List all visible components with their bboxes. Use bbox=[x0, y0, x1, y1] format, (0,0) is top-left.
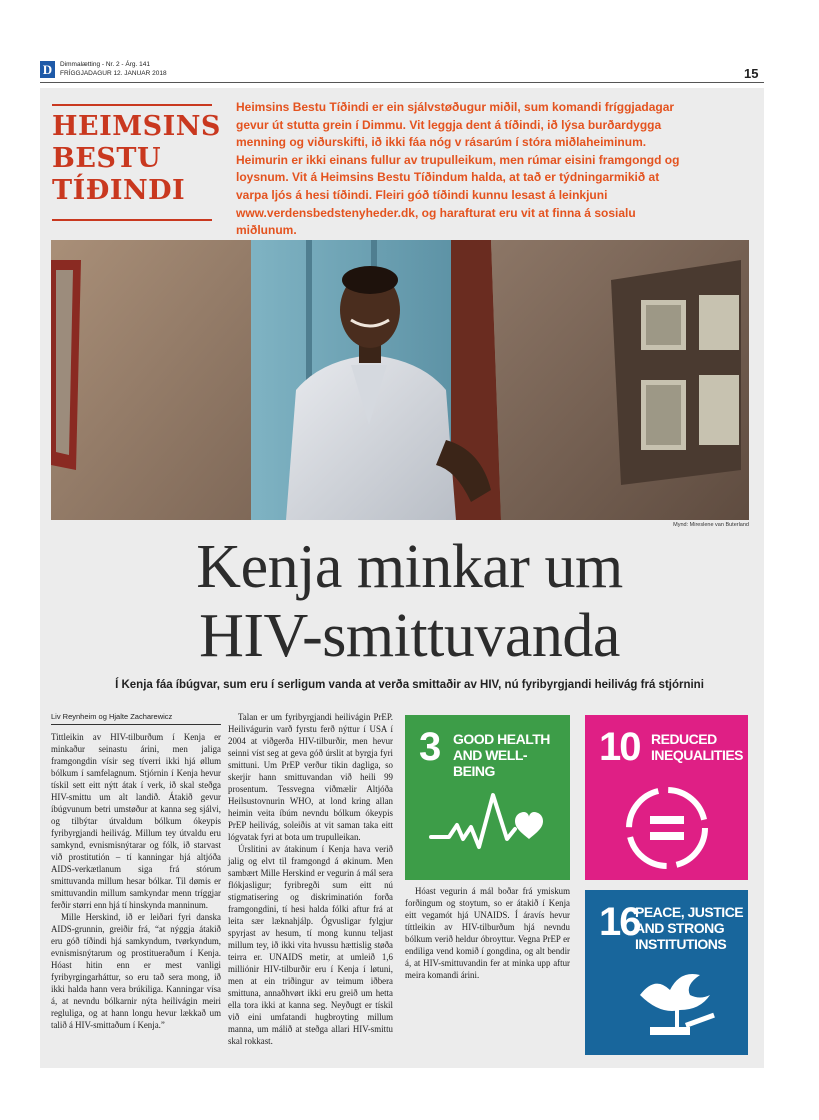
section-intro: Heimsins Bestu Tíðindi er ein sjálvstøðugur miðil, sum komandi fríggjadagar gevur út stutta grein í Dimmu. Vit leggja dent á tíðindi, ið lýsa burðardygga menning og viðurskifti, ið ikki fáa nóg v rásarúm í stóra miðlaheiminum. Heimurin er ikki einans fullur av trupulleikum, men rúmar eisini framgongd og loysnum. Vit á Heimsins Bestu Tíðindum halda, at tað er týdningarmikið at varpa ljós á hesi tíðindi. Fleiri góð tíðindi kunnu lesast á leinkjuni www.verdensbedstenyheder.dk, og harafturat eru vit at finna á sosialu miðlunum. bbox=[236, 100, 680, 238]
sdg-goal-10-tile bbox=[585, 715, 748, 880]
article-subhead: Í Kenja fáa íbúgvar, sum eru í serligum vanda at verða smittaðir av HIV, nú fyribyrgjandi heilivág frá stjórnini bbox=[115, 679, 704, 691]
sdg-number: 16 bbox=[599, 900, 640, 944]
article-photo bbox=[51, 240, 749, 520]
sdg-label-line: AND STRONG bbox=[635, 920, 725, 936]
newspaper-logo: D bbox=[40, 61, 55, 78]
section-rule-top bbox=[52, 104, 212, 106]
sdg-label bbox=[635, 904, 745, 952]
headline-line1: Kenja minkar um bbox=[196, 533, 623, 601]
sdg-label-line: INEQUALITIES bbox=[651, 747, 744, 763]
headline-line2: HIV-smittuvanda bbox=[199, 602, 620, 670]
issue-date: FRÍGGJADAGUR 12. JANUAR 2018 bbox=[60, 70, 167, 77]
section-title-line2: BESTU bbox=[52, 143, 162, 174]
dove-gavel-icon bbox=[630, 965, 720, 1050]
sdg-number: 3 bbox=[419, 725, 440, 769]
sdg-label-line: INSTITUTIONS bbox=[635, 936, 727, 952]
sdg-goal-16-tile bbox=[585, 890, 748, 1055]
byline-rule bbox=[51, 724, 221, 725]
paragraph: Tittleikin av HIV-tilburðum í Kenja er minkaður seinastu árini, men jaliga framgongdin vísir seg tíverri ikki hjá øllum bólkum í samfelagnum. Stjórnin í Kenja hevur tískil sett eitt nýtt átak í verk, ið skal steðga HIV-smittu um alt landið. Átakið gevur íbúgvunum betri umstøður at kanna seg sjálvi, og tilbýtar útvaldum bólkum ókeypis fyribyrgjandi heilivág. Millum tey útvaldu eru samkynd, evnismisnýtarar og fólk, ið starvast við prostitutión – tí kanningar hjá altjóða AIDS-verkætlanum siga frá stórum smittuvanda millum hesar bólkar. Til dømis er smittuvandin millum samkyndar menn tríggjar ferðir størri enn hjá tí hinskynda manninum. bbox=[51, 732, 221, 910]
equal-circle-icon bbox=[622, 783, 712, 873]
section-title-line1: HEIMSINS bbox=[52, 111, 221, 142]
sdg-label-line: REDUCED bbox=[651, 731, 717, 747]
photo-credit: Mynd: Mireslene van Buterland bbox=[673, 522, 749, 528]
header-rule bbox=[40, 82, 764, 83]
issue-info: Dimmalætting - Nr. 2 - Árg. 141 bbox=[60, 61, 150, 68]
body-column-2 bbox=[228, 711, 393, 1047]
sdg-label-line: PEACE, JUSTICE bbox=[635, 904, 744, 920]
paragraph: Talan er um fyribyrgjandi heilivágin PrEP. Heilivágurin varð fyrstu ferð nýttur í USA í 2004 at viðgerða HIV-tilburðir, men hevur seinni víst seg at geva góð úrslit at byrgja fyri smittuni. Um PrEP verður tikin dagliga, so skerjir hann smittuvandan við heili 99 prosentum. Tessvegna viðmælir Altjóða Heilsustovnurin WHO, at lond kring allan heimin veita íbúm nevndu bólkum ókeypis PrEP heilivág, soleiðis at vit saman taka eitt lógvatak fyri at bota um trupulleikan. bbox=[228, 712, 393, 842]
body-column-3 bbox=[405, 885, 570, 981]
sdg-label-line: GOOD HEALTH bbox=[453, 731, 550, 747]
sdg-label bbox=[453, 731, 565, 779]
section-title-line3: TÍÐINDI bbox=[52, 175, 186, 206]
section-rule-bottom bbox=[52, 219, 212, 221]
body-column-1 bbox=[51, 731, 221, 1031]
sdg-goal-3-tile bbox=[405, 715, 570, 880]
byline: Liv Reynheim og Hjalte Zacharewicz bbox=[51, 712, 173, 721]
sdg-number: 10 bbox=[599, 725, 640, 769]
paragraph: Mille Herskind, ið er leiðari fyri danska AIDS-grunnin, greiðir frá, “at nýggja átakið eru góð tíðindi hjá samkyndum, tvørkyndum, evnismisnýtarum og prostitueraðum í Kenja. Hóast hitin enn er mest vanligi fyribyrgingarháttur, so eru tað sera mong, ið ikki halda hann vera brúkiliga. Kanningar vísa á, at nevndu bólkarnir nýta heilivágin meiri regluliga, og at hann longu hevur lækkað um talið á HIV-smittaðum í Kenja.” bbox=[51, 912, 221, 1030]
paragraph: Hóast vegurin á mál boðar frá ymiskum forðingum og stoytum, so er átakið í Kenja eitt vegamót hjá UNAIDS. Í áravís hevur títtleikin av HIV-tilburðum hjá nevndu bólkum verið heldur óbroyttur. Vegna PrEP er endiliga vend komið í gongdina, og alt bendir á, at HIV-smittuvandin fer at minka upp aftur meira komandi árini. bbox=[405, 886, 570, 980]
heartbeat-icon bbox=[427, 777, 549, 867]
page-number: 15 bbox=[744, 66, 759, 81]
paragraph: Úrslitini av átakinum í Kenja hava verið jalig og elvt til framgongd á økinum. Men sambært Mille Herskind er vegurin á mál sera flókjasligur; fyribregði sum eitt nú stigmatisering og diskriminatión forða framgongdini, tí hesi halda fólki aftur frá at leita sær læknahjálp. Ógvusligar fylgjur spyrjast av hesum, tí mong kunnu teljast millum tey, ið ikki vita hvussu hættislig støða teirra er. UNAIDS metir, at umleið 1,6 milliónir HIV-tilburðir eru í Kenja í løtuni, men at ein triðingur av teimum iðbera smittuna, annaðhvørt ikki eru greið um hetta ella tora ikki at kanna seg. Neyðugt er tískil við eini umfatandi hugbroyting millum manna, um málið at steðga allari HIV-smittu skal rokkast. bbox=[228, 844, 393, 1046]
sdg-label-line: AND WELL-BEING bbox=[453, 747, 528, 779]
sdg-label bbox=[651, 731, 746, 763]
